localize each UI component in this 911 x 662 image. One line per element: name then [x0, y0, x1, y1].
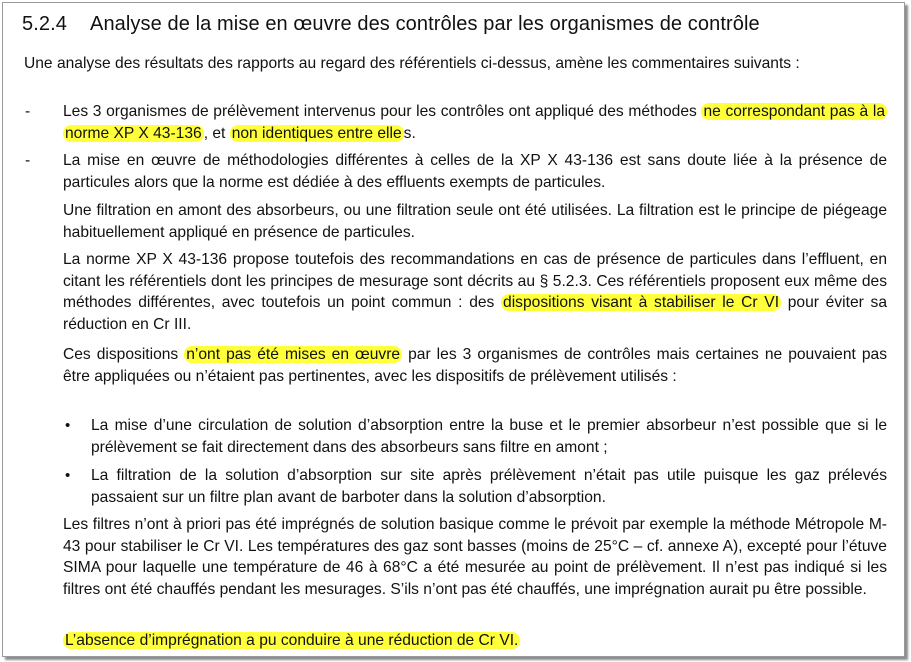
bullet-item-1: La mise d’une circulation de solution d’absorption entre la buse et le premier absorbeur n’est possible que si le prélèvement se fait directement dans des absorbeurs sans filtre en amont ;: [91, 417, 887, 456]
section-number: 5.2.4: [22, 13, 67, 35]
intro-paragraph: Une analyse des résultats des rapports au regard des référentiels ci-dessus, amène les commentaires suivants :: [24, 55, 800, 72]
section-heading: [22, 13, 760, 36]
highlight-norm: ne correspondant pas à la norme XP X 43-136: [65, 103, 885, 142]
item2-paragraph-1: La mise en œuvre de méthodologies différentes à celles de la XP X 43-136 est sans doute liée à la présence de particules alors que la norme est dédiée à des effluents exempts de particules.: [63, 152, 887, 191]
item2-paragraph-6: [63, 630, 887, 652]
bullet-item-2: La filtration de la solution d’absorption sur site après prélèvement n’était pas utile puisque les gaz prélevés passaient sur un filtre plan avant de barboter dans la solution d’absorption.: [91, 467, 887, 506]
item2-paragraph-3: La norme XP X 43-136 propose toutefois des recommandations en cas de présence de particules dans l’effluent, en citant les référentiels dont les principes de mesurage sont décrits au § 5.2.3. Ces référentiels proposent eux même des méthodes différentes, avec toutefois un point commun : des dispositions visant à stabiliser le Cr VI pour éviter sa réduction en Cr III.: [63, 251, 887, 333]
document-frame: [2, 2, 905, 657]
highlight-non-mises-en-oeuvre: n’ont pas été mises en œuvre: [186, 346, 401, 363]
dash-marker-1: -: [25, 103, 31, 120]
bullet-marker-2: •: [65, 467, 71, 484]
highlight-dispositions: dispositions visant à stabiliser le Cr VI: [503, 294, 780, 311]
section-title: Analyse de la mise en œuvre des contrôles par les organismes de contrôle: [90, 13, 760, 35]
item1-paragraph: Les 3 organismes de prélèvement intervenus pour les contrôles ont appliqué des méthodes ne correspondant pas à la norme XP X 43-136 , et non identiques entre elle s.: [63, 103, 885, 142]
item2-paragraph-5: Les filtres n’ont à priori pas été imprégnés de solution basique comme le prévoit par exemple la méthode Métropole M-43 pour stabiliser le Cr VI. Les températures des gaz sont basses (moins de 25°C – cf. annexe A), excepté pour l’étuve SIMA pour laquelle une température de 46 à 68°C a été mesurée au point de prélèvement. Il n’est pas indiqué si les filtres ont été chauffés pendant les mesurages. S’ils n’ont pas été chauffés, une imprégnation aurait pu être possible.: [63, 516, 887, 598]
highlight-non-identiques: non identiques entre elle: [231, 124, 402, 142]
highlight-conclusion: L’absence d’imprégnation a pu conduire à une réduction de Cr VI.: [65, 632, 519, 649]
item2-paragraph-4: Ces dispositions n’ont pas été mises en œuvre par les 3 organismes de contrôles mais certaines ne pouvaient pas être appliquées ou n’étaient pas pertinentes, avec les dispositifs de prélèvement utilisés :: [63, 346, 887, 385]
dash-marker-2: -: [25, 152, 31, 169]
item2-paragraph-2: Une filtration en amont des absorbeurs, ou une filtration seule ont été utilisées. La filtration est le principe de piégeage habituellement appliqué en présence de particules.: [63, 202, 887, 241]
bullet-marker-1: •: [65, 417, 71, 434]
